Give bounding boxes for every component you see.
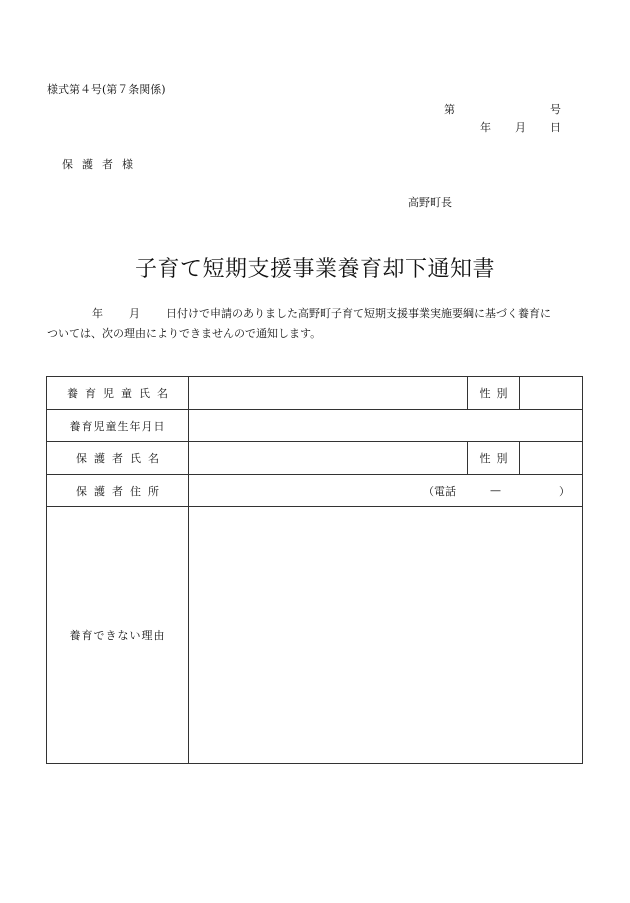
guardian-name-value[interactable] — [189, 442, 467, 474]
child-gender-value[interactable] — [520, 377, 582, 409]
reason-label: 養育できない理由 — [47, 507, 189, 763]
phone-open: （電話 — [423, 484, 456, 498]
child-name-value[interactable] — [189, 377, 467, 409]
guardian-name-label: 保護者氏名 — [47, 442, 189, 474]
addressee: 保護者様 — [62, 158, 142, 171]
child-gender-label: 性別 — [467, 377, 520, 409]
row-child-birthdate — [47, 410, 582, 442]
document-number-suffix: 号 — [550, 103, 561, 116]
body-month: 月 — [129, 307, 140, 320]
child-birthdate-value[interactable] — [189, 410, 582, 441]
date-month: 月 — [515, 121, 526, 134]
body-line1-rest: 日付けで申請のありました高野町子育て短期支援事業実施要綱に基づく養育に — [166, 307, 551, 320]
row-guardian-name — [47, 442, 582, 475]
child-birthdate-label: 養育児童生年月日 — [47, 410, 189, 441]
phone-dash: — — [490, 484, 501, 497]
document-number-prefix: 第 — [444, 103, 455, 116]
form-number: 様式第４号(第７条関係) — [47, 83, 166, 96]
phone-close: ） — [559, 484, 570, 498]
date-year: 年 — [480, 121, 491, 134]
date-day: 日 — [550, 121, 561, 134]
issue-date — [480, 119, 561, 135]
application-table — [46, 376, 583, 764]
document-title: 子育て短期支援事業養育却下通知書 — [134, 257, 495, 282]
body-text-line-1 — [92, 305, 551, 321]
guardian-gender-label: 性別 — [467, 442, 520, 474]
row-child-name — [47, 377, 582, 410]
body-text-line-2: ついては、次の理由によりできませんので通知します。 — [47, 327, 322, 340]
row-guardian-address — [47, 475, 582, 507]
body-year: 年 — [92, 307, 103, 320]
child-name-label: 養育児童氏名 — [47, 377, 189, 409]
guardian-gender-value[interactable] — [520, 442, 582, 474]
guardian-address-label: 保護者住所 — [47, 475, 189, 506]
row-reason — [47, 507, 582, 763]
phone-field — [423, 475, 570, 506]
issuer: 高野町長 — [408, 196, 452, 209]
reason-value[interactable] — [189, 507, 582, 763]
